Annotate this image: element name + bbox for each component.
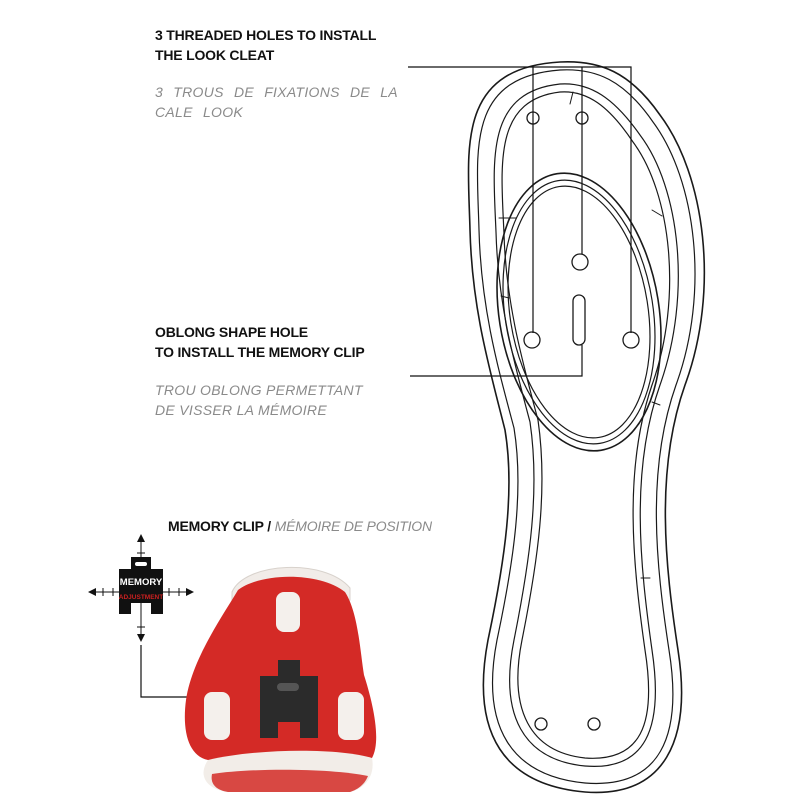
sole-outline (468, 62, 704, 793)
threaded-hole (623, 332, 639, 348)
memory-clip-title: MEMORY CLIP / MÉMOIRE DE POSITION (168, 518, 432, 534)
sole-tick (652, 210, 662, 216)
heel-hole (535, 718, 547, 730)
memory-adjustment-logo (88, 534, 194, 642)
arrow-right-icon (186, 588, 194, 596)
oblong-hole (573, 295, 585, 345)
threaded-holes-subtitle: 3 TROUS DE FIXATIONS DE LA CALE LOOK (155, 84, 398, 120)
memory-clip-subtitle: MÉMOIRE DE POSITION (274, 518, 432, 534)
oblong-hole-subtitle: TROU OBLONG PERMETTANT DE VISSER LA MÉMOIRE (155, 382, 363, 418)
sole-tick (652, 402, 660, 405)
cleat-heel-shadow (212, 770, 368, 792)
logo-text-memory: MEMORY (119, 577, 163, 588)
arrow-down-icon (137, 634, 145, 642)
cleat-slot-right (338, 692, 364, 740)
memory-clip-slot (277, 683, 299, 691)
memory-clip-notch (283, 722, 295, 738)
sole-tick (570, 92, 573, 104)
arrow-up-icon (137, 534, 145, 542)
logo-clip-slot (135, 562, 147, 566)
oblong-hole-leader (410, 345, 582, 376)
threaded-holes-title: 3 THREADED HOLES TO INSTALL THE LOOK CLEAT (155, 27, 377, 63)
oblong-hole-title: OBLONG SHAPE HOLE TO INSTALL THE MEMORY CLIP (155, 324, 365, 360)
cleat-slot-left (204, 692, 230, 740)
heel-hole (588, 718, 600, 730)
threaded-hole (572, 254, 588, 270)
cleat-slot-top (276, 592, 300, 632)
sole-outer-edge (468, 62, 704, 793)
threaded-hole (524, 332, 540, 348)
arrow-left-icon (88, 588, 96, 596)
leader-lines (141, 67, 631, 697)
sole-inner-edge (494, 84, 678, 767)
cleat-illustration (185, 567, 376, 792)
logo-text-adjustment: ADJUSTMENT (118, 594, 164, 601)
